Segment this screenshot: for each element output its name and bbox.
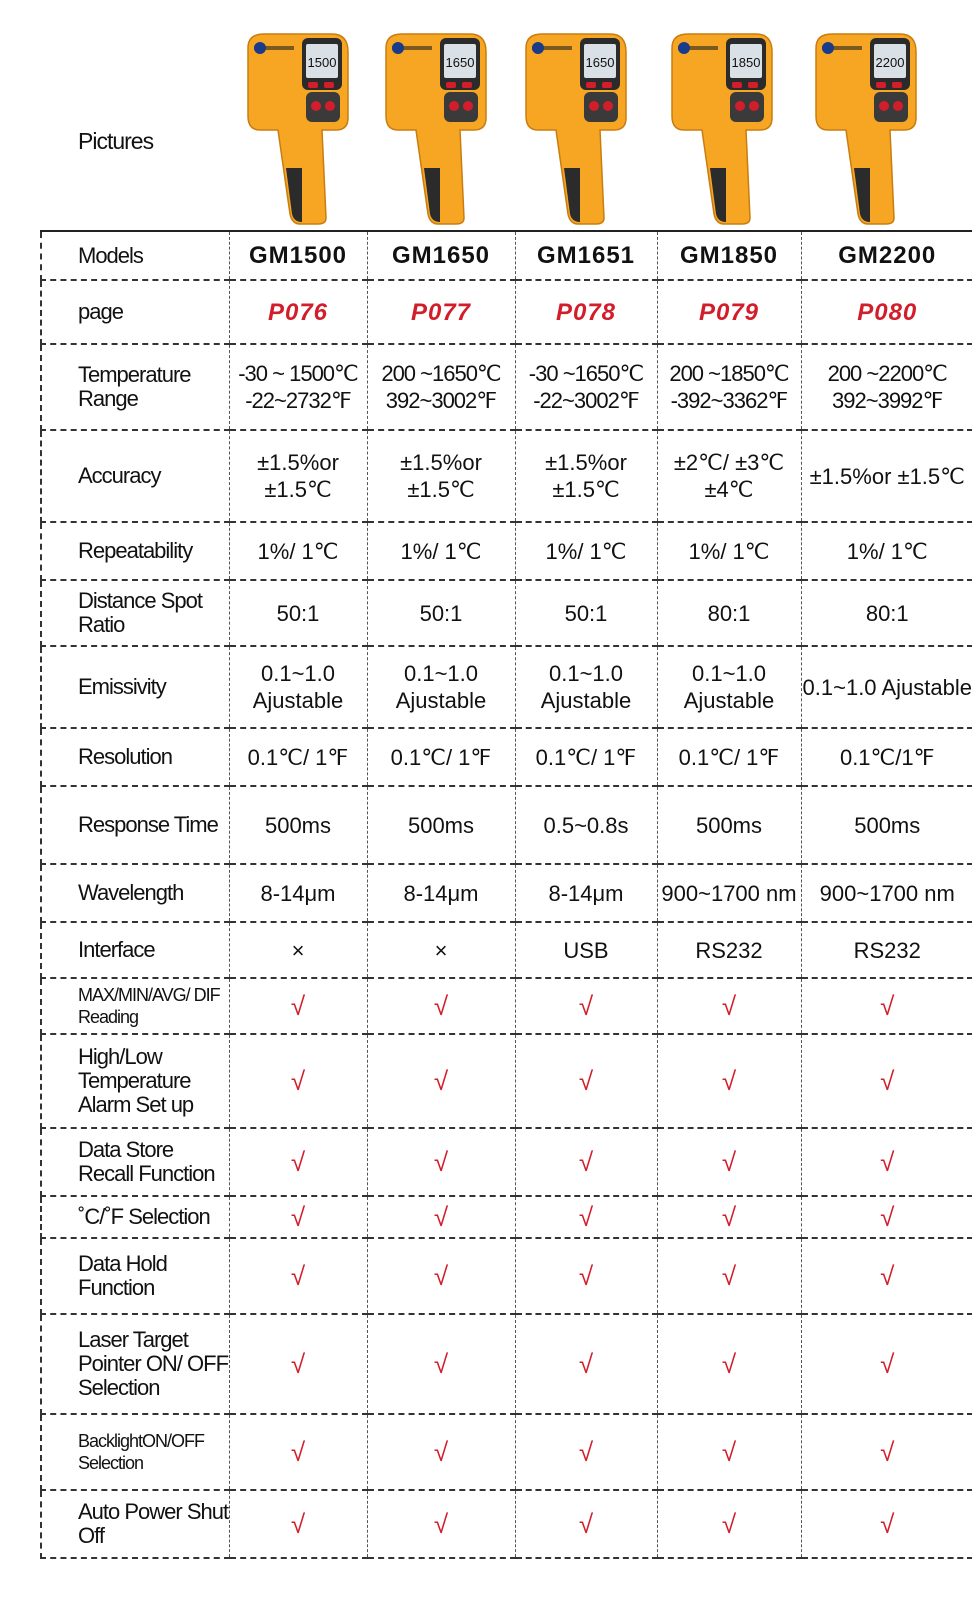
- page-link[interactable]: P078: [515, 280, 657, 344]
- display-text: 1650: [445, 55, 475, 70]
- row-label: Accuracy: [41, 430, 229, 522]
- row-temperature-range: [41, 344, 972, 430]
- check-icon: √: [801, 1238, 972, 1314]
- value-cell: 80:1: [801, 580, 972, 646]
- row-data-hold: [41, 1238, 972, 1314]
- page-link[interactable]: P076: [229, 280, 367, 344]
- check-icon: √: [367, 1314, 515, 1414]
- check-icon: √: [515, 1034, 657, 1128]
- check-icon: √: [367, 1490, 515, 1558]
- value-cell: USB: [515, 922, 657, 978]
- row-label: Repeatability: [41, 522, 229, 580]
- check-icon: √: [657, 978, 801, 1034]
- row-max-min-avg-dif: [41, 978, 972, 1034]
- check-icon: √: [229, 978, 367, 1034]
- model-cell: GM1650: [367, 232, 515, 280]
- check-icon: √: [657, 1034, 801, 1128]
- check-icon: √: [229, 1196, 367, 1238]
- row-label: Auto Power Shut Off: [41, 1490, 229, 1558]
- check-icon: √: [367, 1196, 515, 1238]
- row-label: Temperature Range: [41, 344, 229, 430]
- value-cell: 200 ~1850℃ -392~3362℉: [657, 344, 801, 430]
- model-cell: GM2200: [801, 232, 972, 280]
- check-icon: √: [229, 1034, 367, 1128]
- value-cell: 500ms: [367, 786, 515, 864]
- value-cell: 1%/ 1℃: [657, 522, 801, 580]
- row-distance-spot-ratio: [41, 580, 972, 646]
- value-cell: ×: [367, 922, 515, 978]
- check-icon: √: [229, 1314, 367, 1414]
- check-icon: √: [801, 1034, 972, 1128]
- check-icon: √: [229, 1238, 367, 1314]
- row-label: Data Hold Function: [41, 1238, 229, 1314]
- check-icon: √: [367, 978, 515, 1034]
- check-icon: √: [229, 1414, 367, 1490]
- check-icon: √: [367, 1414, 515, 1490]
- value-cell: 0.1~1.0 Ajustable: [229, 646, 367, 728]
- row-cf-selection: [41, 1196, 972, 1238]
- page-link[interactable]: P077: [367, 280, 515, 344]
- row-alarm: [41, 1034, 972, 1128]
- row-label: Resolution: [41, 728, 229, 786]
- value-cell: 200 ~2200℃ 392~3992℉: [801, 344, 972, 430]
- model-cell: GM1850: [657, 232, 801, 280]
- value-cell: 1%/ 1℃: [229, 522, 367, 580]
- check-icon: √: [515, 1314, 657, 1414]
- check-icon: √: [657, 1414, 801, 1490]
- value-cell: 8-14μm: [229, 864, 367, 922]
- page-link[interactable]: P080: [801, 280, 972, 344]
- row-backlight: [41, 1414, 972, 1490]
- check-icon: √: [515, 1238, 657, 1314]
- pictures-label: Pictures: [78, 128, 154, 154]
- spec-table: [40, 232, 972, 1559]
- value-cell: 0.1~1.0 Ajustable: [367, 646, 515, 728]
- row-interface: [41, 922, 972, 978]
- product-image-gm2200: [808, 18, 920, 226]
- value-cell: 1%/ 1℃: [367, 522, 515, 580]
- row-label: Emissivity: [41, 646, 229, 728]
- value-cell: 0.1℃/ 1℉: [229, 728, 367, 786]
- check-icon: √: [515, 1128, 657, 1196]
- product-image-gm1500: [240, 18, 352, 226]
- value-cell: ±1.5%or ±1.5℃: [801, 430, 972, 522]
- row-label: High/Low Temperature Alarm Set up: [41, 1034, 229, 1128]
- display-text: 2200: [875, 55, 905, 70]
- check-icon: √: [515, 978, 657, 1034]
- value-cell: 0.1℃/ 1℉: [515, 728, 657, 786]
- row-label: Laser Target Pointer ON/ OFF Selection: [41, 1314, 229, 1414]
- value-cell: 50:1: [367, 580, 515, 646]
- check-icon: √: [801, 1196, 972, 1238]
- model-cell: GM1651: [515, 232, 657, 280]
- check-icon: √: [515, 1414, 657, 1490]
- row-wavelength: [41, 864, 972, 922]
- check-icon: √: [801, 1490, 972, 1558]
- display-text: 1850: [731, 55, 761, 70]
- check-icon: √: [801, 978, 972, 1034]
- value-cell: ±1.5%or ±1.5℃: [367, 430, 515, 522]
- value-cell: 0.1~1.0 Ajustable: [801, 646, 972, 728]
- check-icon: √: [657, 1490, 801, 1558]
- product-image-gm1651: [518, 18, 630, 226]
- value-cell: 900~1700 nm: [657, 864, 801, 922]
- row-label: ˚C/˚F Selection: [41, 1196, 229, 1238]
- value-cell: 500ms: [657, 786, 801, 864]
- value-cell: RS232: [657, 922, 801, 978]
- check-icon: √: [801, 1414, 972, 1490]
- value-cell: 0.5~0.8s: [515, 786, 657, 864]
- check-icon: √: [657, 1238, 801, 1314]
- row-resolution: [41, 728, 972, 786]
- check-icon: √: [367, 1238, 515, 1314]
- row-repeatability: [41, 522, 972, 580]
- row-label: Data Store Recall Function: [41, 1128, 229, 1196]
- value-cell: 200 ~1650℃ 392~3002℉: [367, 344, 515, 430]
- value-cell: 8-14μm: [515, 864, 657, 922]
- row-emissivity: [41, 646, 972, 728]
- row-response-time: [41, 786, 972, 864]
- row-accuracy: [41, 430, 972, 522]
- value-cell: 1%/ 1℃: [801, 522, 972, 580]
- value-cell: 500ms: [801, 786, 972, 864]
- row-label: Response Time: [41, 786, 229, 864]
- value-cell: RS232: [801, 922, 972, 978]
- check-icon: √: [367, 1128, 515, 1196]
- check-icon: √: [801, 1128, 972, 1196]
- check-icon: √: [367, 1034, 515, 1128]
- value-cell: 8-14μm: [367, 864, 515, 922]
- value-cell: -30 ~1650℃ -22~3002℉: [515, 344, 657, 430]
- row-label: Models: [41, 232, 229, 280]
- check-icon: √: [657, 1128, 801, 1196]
- row-laser: [41, 1314, 972, 1414]
- value-cell: -30 ~ 1500℃ -22~2732℉: [229, 344, 367, 430]
- display-text: 1500: [307, 55, 337, 70]
- value-cell: ±1.5%or ±1.5℃: [515, 430, 657, 522]
- check-icon: √: [229, 1490, 367, 1558]
- check-icon: √: [801, 1314, 972, 1414]
- value-cell: 0.1℃/1℉: [801, 728, 972, 786]
- value-cell: ±2℃/ ±3℃ ±4℃: [657, 430, 801, 522]
- check-icon: √: [515, 1196, 657, 1238]
- check-icon: √: [657, 1196, 801, 1238]
- value-cell: 1%/ 1℃: [515, 522, 657, 580]
- page-link[interactable]: P079: [657, 280, 801, 344]
- row-label: Distance Spot Ratio: [41, 580, 229, 646]
- row-auto-power: [41, 1490, 972, 1558]
- row-label: MAX/MIN/AVG/ DIF Reading: [41, 978, 229, 1034]
- check-icon: √: [515, 1490, 657, 1558]
- value-cell: 50:1: [229, 580, 367, 646]
- product-image-gm1850: [664, 18, 776, 226]
- value-cell: 0.1~1.0 Ajustable: [657, 646, 801, 728]
- display-text: 1650: [585, 55, 615, 70]
- value-cell: ±1.5%or ±1.5℃: [229, 430, 367, 522]
- value-cell: ×: [229, 922, 367, 978]
- value-cell: 0.1℃/ 1℉: [367, 728, 515, 786]
- value-cell: 0.1℃/ 1℉: [657, 728, 801, 786]
- row-label: Wavelength: [41, 864, 229, 922]
- value-cell: 80:1: [657, 580, 801, 646]
- row-label: page: [41, 280, 229, 344]
- row-data-store: [41, 1128, 972, 1196]
- value-cell: 900~1700 nm: [801, 864, 972, 922]
- row-label: BacklightON/OFF Selection: [41, 1414, 229, 1490]
- model-cell: GM1500: [229, 232, 367, 280]
- pictures-row: [0, 0, 972, 230]
- row-models: [41, 232, 972, 280]
- check-icon: √: [229, 1128, 367, 1196]
- row-label: Interface: [41, 922, 229, 978]
- value-cell: 500ms: [229, 786, 367, 864]
- value-cell: 0.1~1.0 Ajustable: [515, 646, 657, 728]
- row-page: [41, 280, 972, 344]
- product-image-gm1650: [378, 18, 490, 226]
- check-icon: √: [657, 1314, 801, 1414]
- value-cell: 50:1: [515, 580, 657, 646]
